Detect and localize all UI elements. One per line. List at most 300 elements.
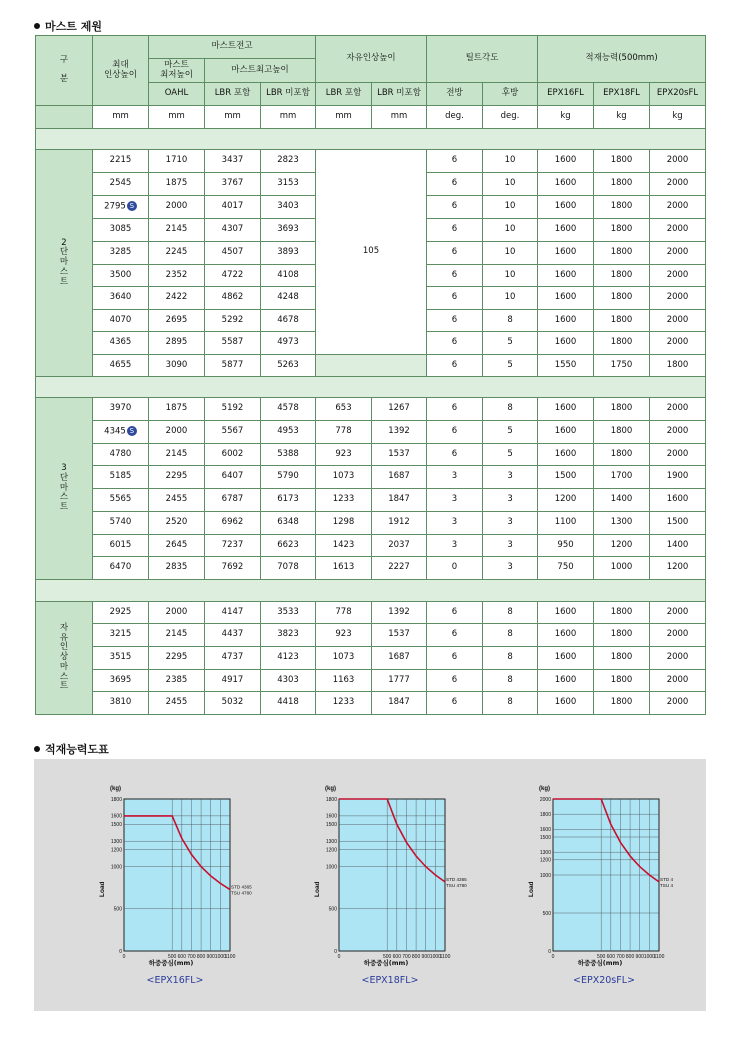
table-row [36, 398, 706, 421]
table-row [36, 355, 706, 377]
curve-annotation: STD 4365 [231, 884, 252, 890]
cell-cap-16: 1600 [538, 219, 594, 242]
cell-free-lift-in: 1298 [316, 512, 372, 535]
section-title-capacity [34, 741, 109, 757]
cell-free-lift-ex: 1537 [372, 624, 427, 647]
cell-max-lift [93, 398, 149, 421]
header-row [36, 36, 706, 59]
cell-oahl: 2645 [149, 535, 205, 557]
cell-cap-18: 1800 [594, 265, 650, 287]
cell-tilt-fwd: 6 [427, 265, 483, 287]
cell-cap-18: 1800 [594, 196, 650, 219]
cell-lbr-ex: 3823 [261, 624, 316, 647]
cell-max-lift [93, 219, 149, 242]
x-tick-label: 500 [168, 954, 177, 960]
cell-cap-18: 1800 [594, 398, 650, 421]
cell-cap-16: 1600 [538, 287, 594, 310]
cell-lbr-ex: 3533 [261, 602, 316, 624]
lift-value: 5185 [109, 471, 132, 482]
cell-tilt-bwd: 10 [483, 173, 538, 196]
lift-value: 3970 [109, 403, 132, 414]
cell-lbr-in: 4437 [205, 624, 261, 647]
x-tick-label: 600 [606, 954, 615, 960]
unit-cell: deg. [427, 106, 483, 129]
y-tick-label: 1000 [539, 872, 551, 879]
cell-cap-20: 2000 [650, 692, 706, 715]
unit-cell: kg [650, 106, 706, 129]
cell-max-lift [93, 332, 149, 355]
cell-oahl: 2455 [149, 489, 205, 512]
cell-free-lift-merged: 105 [316, 150, 427, 355]
separator-row [36, 129, 706, 150]
x-axis-label: 하중중심(mm) [148, 959, 194, 967]
table-row [36, 489, 706, 512]
cell-cap-18: 1800 [594, 444, 650, 466]
lift-value: 2795 [104, 201, 126, 212]
cell-cap-18: 1800 [594, 624, 650, 647]
cell-lbr-in: 5587 [205, 332, 261, 355]
cell-oahl: 2000 [149, 602, 205, 624]
cell-lbr-ex: 3893 [261, 242, 316, 265]
cell-cap-18: 1800 [594, 287, 650, 310]
units-blank [36, 106, 93, 129]
cell-free-lift-ex: 1687 [372, 466, 427, 489]
cell-free-lift-in: 1423 [316, 535, 372, 557]
capacity-chart [90, 761, 252, 967]
x-tick-label: 900 [635, 954, 644, 960]
cell-free-lift-in: 1613 [316, 557, 372, 580]
x-tick-label: 1100 [439, 954, 451, 960]
table-row [36, 692, 706, 715]
lift-value: 6015 [109, 539, 132, 550]
cell-free-lift-in: 1073 [316, 466, 372, 489]
y-tick-label: 1200 [110, 847, 122, 854]
cell-lbr-in: 5292 [205, 310, 261, 332]
section-title-mast-spec [34, 18, 102, 34]
cell-tilt-fwd: 6 [427, 196, 483, 219]
cell-cap-20: 2000 [650, 173, 706, 196]
cell-oahl: 2000 [149, 196, 205, 219]
x-tick-label: 800 [625, 954, 635, 960]
cell-cap-20: 2000 [650, 421, 706, 444]
cell-cap-20: 2000 [650, 265, 706, 287]
cell-cap-16: 950 [538, 535, 594, 557]
cell-tilt-bwd: 8 [483, 398, 538, 421]
cell-cap-20: 2000 [650, 602, 706, 624]
y-tick-label: 1500 [539, 834, 551, 841]
cell-lbr-in: 4917 [205, 670, 261, 692]
x-tick-label: 600 [392, 954, 401, 960]
cell-tilt-bwd: 3 [483, 489, 538, 512]
chart-caption: <EPX16FL> [146, 975, 204, 986]
cell-tilt-bwd: 5 [483, 332, 538, 355]
cell-free-lift-ex: 1777 [372, 670, 427, 692]
x-tick-label: 0 [551, 954, 555, 960]
y-tick-label: 500 [328, 906, 337, 913]
unit-cell: mm [93, 106, 149, 129]
cell-oahl: 2145 [149, 624, 205, 647]
cell-tilt-fwd: 6 [427, 421, 483, 444]
cell-max-lift [93, 512, 149, 535]
cell-lbr-in: 4737 [205, 647, 261, 670]
cell-max-lift [93, 489, 149, 512]
y-tick-label: 1600 [110, 813, 122, 820]
table-row [36, 647, 706, 670]
cell-cap-18: 1800 [594, 219, 650, 242]
header-sub: OAHL [149, 83, 205, 106]
cell-cap-18: 1400 [594, 489, 650, 512]
cell-cap-16: 1600 [538, 624, 594, 647]
x-tick-label: 500 [597, 954, 606, 960]
cell-cap-20: 2000 [650, 647, 706, 670]
cell-oahl: 2455 [149, 692, 205, 715]
cell-cap-20: 2000 [650, 624, 706, 647]
cell-lbr-ex: 7078 [261, 557, 316, 580]
cell-tilt-bwd: 3 [483, 512, 538, 535]
cell-tilt-bwd: 8 [483, 692, 538, 715]
cell-max-lift [93, 557, 149, 580]
cell-cap-20: 2000 [650, 670, 706, 692]
cell-cap-16: 1600 [538, 670, 594, 692]
cell-free-lift-ex: 1392 [372, 602, 427, 624]
cell-free-lift-in: 778 [316, 421, 372, 444]
cell-max-lift [93, 421, 149, 444]
cell-max-lift [93, 150, 149, 173]
unit-cell: mm [149, 106, 205, 129]
cell-tilt-fwd: 6 [427, 444, 483, 466]
cell-oahl: 2835 [149, 557, 205, 580]
cell-lbr-ex: 3403 [261, 196, 316, 219]
header-sub: LBR 미포함 [261, 83, 316, 106]
cell-tilt-fwd: 6 [427, 398, 483, 421]
curve-annotation: STD 4 [660, 876, 674, 882]
y-tick-label: 1300 [110, 839, 122, 846]
lift-value: 4070 [109, 314, 132, 325]
cell-lbr-ex: 4303 [261, 670, 316, 692]
cell-lbr-ex: 5263 [261, 355, 316, 377]
cell-max-lift [93, 310, 149, 332]
lift-value: 3500 [109, 269, 132, 280]
cell-tilt-fwd: 3 [427, 535, 483, 557]
lift-value: 3515 [109, 652, 132, 663]
y-tick-label: 1500 [325, 822, 337, 829]
cell-oahl: 2695 [149, 310, 205, 332]
cell-free-lift-in: 1163 [316, 670, 372, 692]
y-tick-label: 0 [119, 948, 122, 955]
cell-lbr-ex: 4678 [261, 310, 316, 332]
cell-tilt-fwd: 6 [427, 647, 483, 670]
cell-tilt-fwd: 6 [427, 355, 483, 377]
cell-max-lift [93, 466, 149, 489]
cell-cap-20: 1200 [650, 557, 706, 580]
cell-lbr-in: 5032 [205, 692, 261, 715]
x-tick-label: 500 [383, 954, 392, 960]
cell-cap-20: 1600 [650, 489, 706, 512]
cell-tilt-fwd: 6 [427, 219, 483, 242]
cell-max-lift [93, 670, 149, 692]
cell-tilt-fwd: 6 [427, 287, 483, 310]
cell-oahl: 2352 [149, 265, 205, 287]
curve-annotation: TSU 4780 [231, 890, 252, 896]
x-tick-label: 700 [187, 954, 196, 960]
lift-value: 5565 [109, 494, 132, 505]
cell-tilt-bwd: 8 [483, 310, 538, 332]
cell-lbr-in: 7237 [205, 535, 261, 557]
cell-cap-16: 1600 [538, 602, 594, 624]
cell-tilt-fwd: 6 [427, 242, 483, 265]
cell-cap-20: 1400 [650, 535, 706, 557]
cell-tilt-bwd: 8 [483, 624, 538, 647]
cell-cap-18: 1700 [594, 466, 650, 489]
cell-tilt-fwd: 6 [427, 332, 483, 355]
unit-cell: mm [261, 106, 316, 129]
table-row [36, 670, 706, 692]
cell-free-lift-in: 1233 [316, 692, 372, 715]
separator-row [36, 580, 706, 602]
cell-free-lift-ex: 1687 [372, 647, 427, 670]
cell-free-lift-in: 653 [316, 398, 372, 421]
cell-lbr-ex: 4248 [261, 287, 316, 310]
cell-lbr-in: 5192 [205, 398, 261, 421]
x-tick-label: 600 [177, 954, 186, 960]
y-tick-label: 1800 [539, 812, 551, 818]
cell-lbr-in: 6002 [205, 444, 261, 466]
standard-mark-icon: S [127, 201, 137, 211]
x-tick-label: 1000 [429, 954, 441, 960]
separator-cell [36, 129, 706, 150]
cell-max-lift [93, 242, 149, 265]
cell-cap-20: 2000 [650, 219, 706, 242]
x-tick-label: 0 [122, 954, 126, 960]
cell-oahl: 1875 [149, 173, 205, 196]
cell-oahl: 2145 [149, 444, 205, 466]
header-mast-min: 마스트 최저높이 [149, 59, 205, 83]
cell-max-lift [93, 355, 149, 377]
cell-max-lift [93, 692, 149, 715]
cell-lbr-in: 4862 [205, 287, 261, 310]
lift-value: 2215 [109, 155, 132, 166]
cell-cap-16: 1500 [538, 466, 594, 489]
cell-cap-16: 1600 [538, 647, 594, 670]
header-mast-max: 마스트최고높이 [205, 59, 316, 83]
lift-value: 3285 [109, 247, 132, 258]
cell-max-lift [93, 287, 149, 310]
group-label: 2 단 마 스 트 [36, 150, 93, 377]
lift-value: 6470 [109, 562, 132, 573]
table-row [36, 512, 706, 535]
cell-lbr-in: 4017 [205, 196, 261, 219]
cell-tilt-bwd: 8 [483, 647, 538, 670]
cell-max-lift [93, 535, 149, 557]
header-gubun: 구 분 [36, 36, 93, 106]
cell-lbr-ex: 4108 [261, 265, 316, 287]
header-free-lift: 자유인상높이 [316, 36, 427, 83]
header-sub: 전방 [427, 83, 483, 106]
header-tilt: 틸트각도 [427, 36, 538, 83]
lift-value: 4345 [104, 426, 126, 437]
cell-tilt-bwd: 10 [483, 287, 538, 310]
cell-oahl: 3090 [149, 355, 205, 377]
cell-cap-16: 1600 [538, 265, 594, 287]
cell-lbr-ex: 2823 [261, 150, 316, 173]
cell-oahl: 2145 [149, 219, 205, 242]
cell-cap-18: 1800 [594, 647, 650, 670]
standard-mark-icon: S [127, 426, 137, 436]
cell-cap-20: 2000 [650, 242, 706, 265]
cell-cap-18: 1800 [594, 173, 650, 196]
cell-lbr-in: 3767 [205, 173, 261, 196]
cell-lbr-in: 4147 [205, 602, 261, 624]
cell-tilt-bwd: 8 [483, 670, 538, 692]
cell-tilt-bwd: 3 [483, 557, 538, 580]
cell-lbr-in: 6787 [205, 489, 261, 512]
cell-tilt-fwd: 6 [427, 150, 483, 173]
y-tick-label: 1000 [325, 864, 337, 871]
cell-free-lift-ex: 1392 [372, 421, 427, 444]
header-mast-height: 마스트전고 [149, 36, 316, 59]
capacity-chart [519, 761, 674, 967]
cell-max-lift [93, 602, 149, 624]
x-tick-label: 700 [616, 954, 625, 960]
group-label: 3 단 마 스 트 [36, 398, 93, 580]
cell-oahl: 2295 [149, 647, 205, 670]
cell-cap-18: 1750 [594, 355, 650, 377]
cell-tilt-bwd: 5 [483, 355, 538, 377]
cell-free-lift-ex: 1847 [372, 489, 427, 512]
table-row [36, 624, 706, 647]
cell-tilt-bwd: 5 [483, 444, 538, 466]
cell-lbr-ex: 4418 [261, 692, 316, 715]
x-tick-label: 800 [411, 954, 421, 960]
y-tick-label: 1200 [325, 847, 337, 854]
cell-cap-16: 750 [538, 557, 594, 580]
cell-cap-18: 1800 [594, 332, 650, 355]
cell-cap-16: 1600 [538, 150, 594, 173]
y-axis-label: Load [314, 881, 321, 897]
cell-lbr-in: 4507 [205, 242, 261, 265]
cell-cap-16: 1600 [538, 692, 594, 715]
cell-max-lift [93, 265, 149, 287]
chart-caption: <EPX20sFL> [573, 975, 635, 986]
cell-tilt-fwd: 3 [427, 512, 483, 535]
chart-caption: <EPX18FL> [361, 975, 419, 986]
cell-lbr-ex: 5388 [261, 444, 316, 466]
lift-value: 3215 [109, 629, 132, 640]
cell-lbr-ex: 3153 [261, 173, 316, 196]
plot-area [124, 799, 230, 951]
cell-cap-18: 1200 [594, 535, 650, 557]
cell-free-lift-in: 1233 [316, 489, 372, 512]
cell-tilt-bwd: 10 [483, 265, 538, 287]
separator-cell [36, 580, 706, 602]
cell-lbr-in: 6407 [205, 466, 261, 489]
cell-cap-20: 2000 [650, 398, 706, 421]
bullet-icon [34, 23, 40, 29]
cell-tilt-bwd: 10 [483, 219, 538, 242]
cell-max-lift [93, 444, 149, 466]
y-tick-label: 0 [548, 948, 551, 955]
unit-cell: deg. [483, 106, 538, 129]
cell-cap-16: 1600 [538, 242, 594, 265]
x-tick-label: 1000 [214, 954, 226, 960]
x-tick-label: 1100 [653, 954, 665, 960]
cell-lbr-in: 7692 [205, 557, 261, 580]
y-unit-label: (kg) [110, 786, 121, 792]
cell-cap-20: 2000 [650, 444, 706, 466]
cell-oahl: 2385 [149, 670, 205, 692]
y-tick-label: 1800 [110, 796, 122, 803]
cell-lbr-in: 4307 [205, 219, 261, 242]
y-tick-label: 500 [113, 906, 122, 913]
table-row [36, 602, 706, 624]
cell-cap-18: 1800 [594, 150, 650, 173]
lift-value: 4365 [109, 337, 132, 348]
y-tick-label: 1200 [539, 857, 551, 864]
header-sub: 후방 [483, 83, 538, 106]
y-tick-label: 1000 [110, 864, 122, 871]
x-tick-label: 900 [206, 954, 215, 960]
cell-free-lift-empty [316, 355, 427, 377]
cell-cap-20: 2000 [650, 196, 706, 219]
cell-free-lift-in: 1073 [316, 647, 372, 670]
x-axis-label: 하중중심(mm) [577, 959, 623, 967]
cell-oahl: 2422 [149, 287, 205, 310]
cell-free-lift-ex: 2037 [372, 535, 427, 557]
separator-cell [36, 377, 706, 398]
units-row [36, 106, 706, 129]
cell-tilt-bwd: 5 [483, 421, 538, 444]
separator-row [36, 377, 706, 398]
cell-lbr-ex: 6348 [261, 512, 316, 535]
table-row [36, 466, 706, 489]
bullet-icon [34, 746, 40, 752]
cell-cap-16: 1550 [538, 355, 594, 377]
unit-cell: mm [205, 106, 261, 129]
cell-cap-20: 2000 [650, 150, 706, 173]
cell-cap-16: 1100 [538, 512, 594, 535]
cell-lbr-ex: 5790 [261, 466, 316, 489]
group-label: 자 유 인 상 마 스 트 [36, 602, 93, 715]
x-tick-label: 900 [421, 954, 430, 960]
cell-free-lift-in: 923 [316, 624, 372, 647]
header-sub: EPX20sFL [650, 83, 706, 106]
cell-tilt-bwd: 10 [483, 196, 538, 219]
y-tick-label: 1300 [539, 850, 551, 856]
section-title-text: 적재능력도표 [45, 743, 109, 756]
cell-cap-16: 1600 [538, 310, 594, 332]
cell-oahl: 2895 [149, 332, 205, 355]
lift-value: 3695 [109, 674, 132, 685]
y-unit-label: (kg) [325, 786, 336, 792]
cell-oahl: 1875 [149, 398, 205, 421]
curve-annotation: TSU 4 [660, 882, 674, 888]
y-tick-label: 1500 [110, 822, 122, 829]
x-tick-label: 1000 [643, 954, 655, 960]
cell-free-lift-ex: 1267 [372, 398, 427, 421]
cell-max-lift [93, 624, 149, 647]
cell-free-lift-ex: 1847 [372, 692, 427, 715]
cell-free-lift-in: 778 [316, 602, 372, 624]
cell-oahl: 2000 [149, 421, 205, 444]
header-sub: EPX16FL [538, 83, 594, 106]
lift-value: 3810 [109, 697, 132, 708]
unit-cell: kg [594, 106, 650, 129]
cell-cap-18: 1800 [594, 602, 650, 624]
plot-area [339, 799, 445, 951]
cell-cap-20: 2000 [650, 287, 706, 310]
cell-free-lift-ex: 2227 [372, 557, 427, 580]
cell-lbr-ex: 4123 [261, 647, 316, 670]
